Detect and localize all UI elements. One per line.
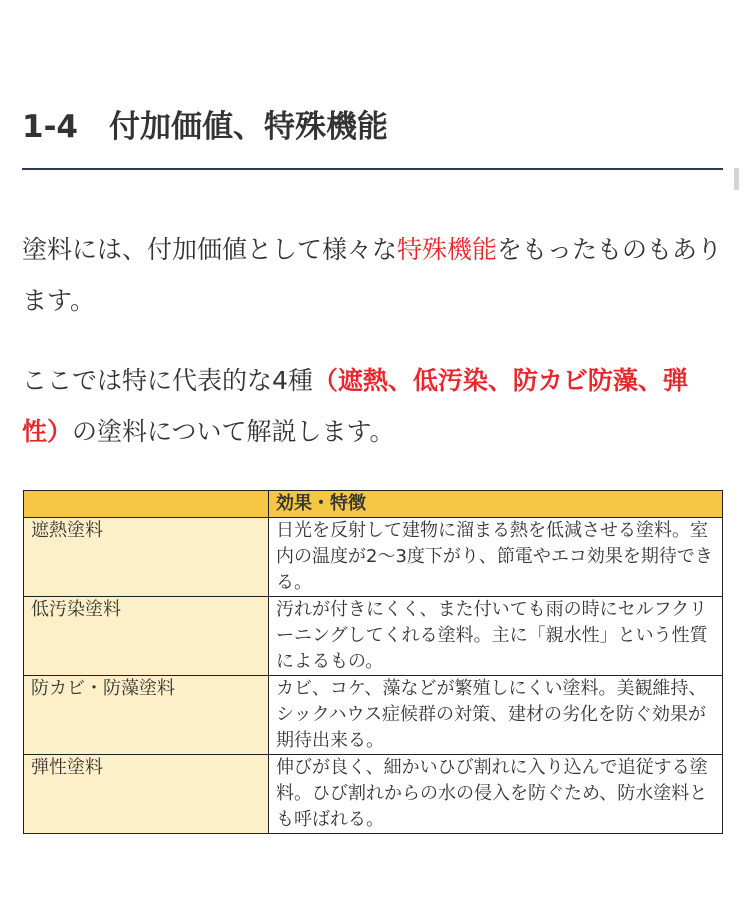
special-function-table xyxy=(23,490,723,834)
table-header-empty xyxy=(24,491,269,518)
paint-type-description: 汚れが付きにくく、また付いても雨の時にセルフクリーニングしてくれる塗料。主に「親水性」という性質によるもの。 xyxy=(269,597,723,676)
intro-paragraph xyxy=(22,224,724,326)
paint-type-description: カビ、コケ、藻などが繁殖しにくい塗料。美観維持、シックハウス症候群の対策、建材の劣化を防ぐ効果が期待出来る。 xyxy=(269,676,723,755)
table-row xyxy=(24,676,723,755)
table-header-effect: 効果・特徴 xyxy=(269,491,723,518)
paint-type-description: 伸びが良く、細かいひび割れに入り込んで追従する塗料。ひび割れからの水の侵入を防ぐため、防水塗料とも呼ばれる。 xyxy=(269,755,723,834)
paint-type-name: 低汚染塗料 xyxy=(24,597,269,676)
types-paragraph xyxy=(22,355,724,457)
paint-type-description: 日光を反射して建物に溜まる熱を低減させる塗料。室内の温度が2〜3度下がり、節電やエコ効果を期待できる。 xyxy=(269,518,723,597)
intro-text-before: 塗料には、付加価値として様々な xyxy=(22,235,398,264)
intro-highlight: 特殊機能 xyxy=(397,235,498,264)
types-highlight: （遮熱、低汚染、防カビ防藻、弾性） xyxy=(22,366,688,446)
table-row xyxy=(24,755,723,834)
section-heading: 1-4 付加価値、特殊機能 xyxy=(22,109,389,145)
heading-divider xyxy=(22,168,723,170)
paint-type-name: 弾性塗料 xyxy=(24,755,269,834)
types-text-after: の塗料について解説します。 xyxy=(72,417,395,446)
paint-type-name: 遮熱塗料 xyxy=(24,518,269,597)
paint-type-name: 防カビ・防藻塗料 xyxy=(24,676,269,755)
table-row xyxy=(24,597,723,676)
scrollbar-thumb[interactable] xyxy=(734,168,739,190)
table-row xyxy=(24,518,723,597)
table-header-row xyxy=(24,491,723,518)
types-text-before: ここでは特に代表的な4種 xyxy=(22,366,313,395)
intro-text-after: をもったものもあります。 xyxy=(22,235,723,315)
